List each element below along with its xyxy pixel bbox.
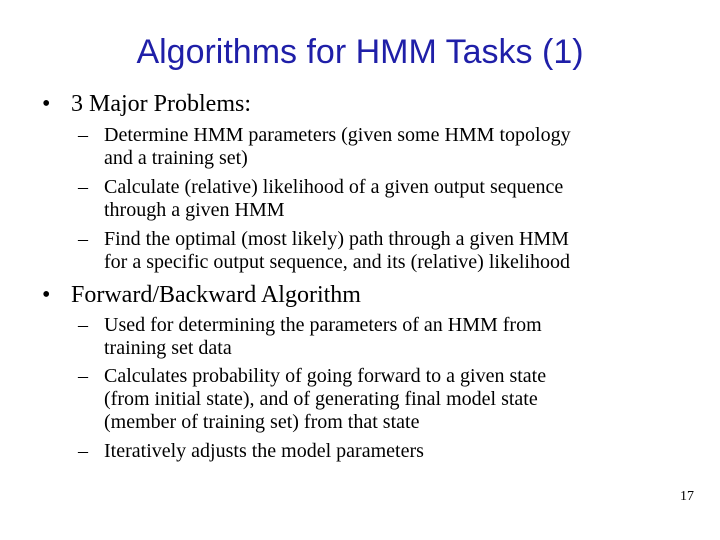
bullet-icon: • xyxy=(42,282,51,308)
sub-item-line: for a specific output sequence, and its (relative) likelihood xyxy=(104,251,570,273)
sub-item-line: (from initial state), and of generating final model state xyxy=(104,388,538,410)
slide-title: Algorithms for HMM Tasks (1) xyxy=(136,33,584,71)
dash-icon: – xyxy=(78,228,88,250)
sub-item-line: Find the optimal (most likely) path through a given HMM xyxy=(104,228,569,250)
dash-icon: – xyxy=(78,440,88,462)
sub-item-line: through a given HMM xyxy=(104,199,285,221)
sub-item-line: Calculate (relative) likelihood of a given output sequence xyxy=(104,176,564,198)
sub-item-line: training set data xyxy=(104,337,232,359)
sub-item-line: and a training set) xyxy=(104,147,248,169)
dash-icon: – xyxy=(78,314,88,336)
dash-icon: – xyxy=(78,176,88,198)
bullet-icon: • xyxy=(42,91,51,117)
sub-item-line: Calculates probability of going forward to a given state xyxy=(104,365,547,387)
sub-item-line: (member of training set) from that state xyxy=(104,411,420,433)
sub-item-line: Used for determining the parameters of an HMM from xyxy=(104,314,542,336)
dash-icon: – xyxy=(78,365,88,387)
dash-icon: – xyxy=(78,124,88,146)
bullet-text: Forward/Backward Algorithm xyxy=(71,282,361,308)
sub-item-line: Determine HMM parameters (given some HMM topology xyxy=(104,124,571,146)
page-number: 17 xyxy=(680,489,694,504)
sub-item-line: Iteratively adjusts the model parameters xyxy=(104,440,424,462)
bullet-text: 3 Major Problems: xyxy=(71,91,251,117)
